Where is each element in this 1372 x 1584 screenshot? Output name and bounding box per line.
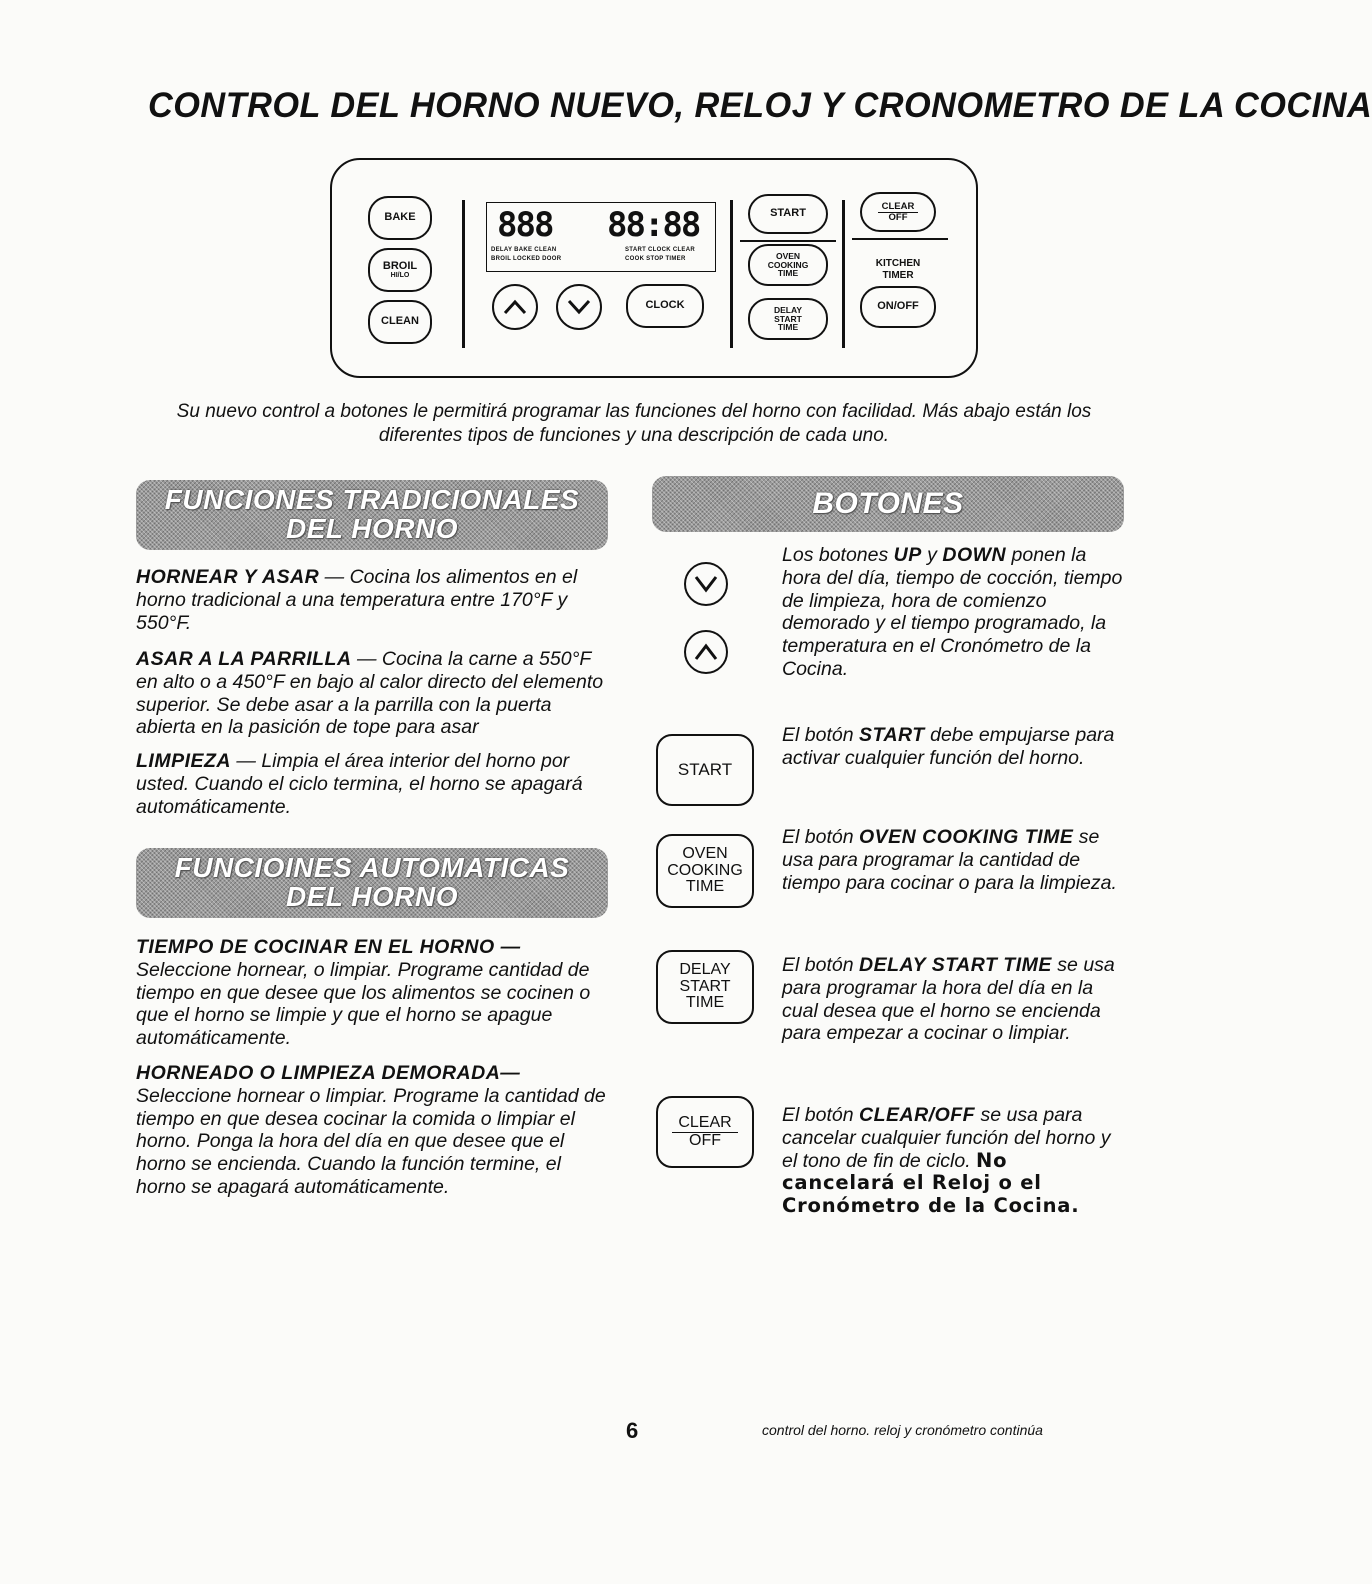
time-label: TIME: [777, 322, 799, 333]
lcd-label: DELAY BAKE CLEAN: [491, 247, 557, 253]
clock-button[interactable]: [626, 284, 704, 328]
banner-traditional-functions: [136, 480, 608, 550]
off-label: OFF: [888, 211, 908, 223]
hornear-heading: HORNEAR Y ASAR: [136, 566, 320, 588]
start-button[interactable]: [748, 194, 828, 234]
oven-cooking-time-icon: [656, 834, 754, 908]
lcd-label: BROIL LOCKED DOOR: [491, 256, 562, 262]
intro-text: Su nuevo control a botones le permitirá programar las funciones del horno con facilidad. Más abajo están los diferentes tipos de funciones y una descripción de cada uno.: [176, 401, 1092, 446]
start-label: START: [770, 207, 806, 220]
banner-line: DEL HORNO: [285, 881, 458, 912]
broil-label: BROIL: [382, 259, 418, 272]
chevron-down-icon: [566, 298, 592, 316]
oven-text: se usa para programar la cantidad de tiempo para cocinar o para la limpieza.: [782, 826, 1117, 894]
clear-off-button[interactable]: [860, 192, 936, 232]
delay-icon-label: DELAY: [679, 960, 731, 978]
cooking-label: COOKING: [767, 259, 809, 270]
lcd-time: 88:88: [607, 205, 700, 245]
tiempo-heading: TIEMPO DE COCINAR EN EL HORNO —: [136, 936, 521, 958]
tiempo-paragraph: [136, 936, 608, 1050]
cooking-icon-label: COOKING: [667, 861, 743, 879]
limpieza-paragraph: [136, 750, 608, 818]
clean-button[interactable]: [368, 300, 432, 344]
oven-label: OVEN: [775, 250, 801, 261]
clear-warning: No cancelará el Reloj o el Cronómetro de la Cocina.: [782, 1148, 1080, 1218]
up-button[interactable]: [492, 284, 538, 330]
delay-keyword: DELAY START TIME: [858, 954, 1052, 976]
banner-line: DEL HORNO: [286, 513, 458, 544]
footer-note: control del horno. reloj y cronómetro continúa: [762, 1422, 1043, 1438]
limpieza-text: — Limpia el área interior del horno por usted. Cuando el ciclo termina, el horno se apagará automáticamente.: [136, 750, 583, 818]
start-keyword: START: [858, 724, 925, 746]
page-number: 6: [626, 1418, 639, 1443]
lcd-temperature: 888: [497, 205, 553, 245]
delay-paragraph: [782, 954, 1126, 1045]
clear-off-icon: [656, 1096, 754, 1168]
demorada-paragraph: [136, 1062, 608, 1199]
broil-button[interactable]: [368, 248, 432, 292]
banner-botones: [652, 476, 1124, 532]
delay-start-time-icon: [656, 950, 754, 1024]
delay-text: se usa para programar la hora del día en la cual desea que el horno se encienda para empezar a cocinar o limpiar.: [782, 954, 1115, 1045]
oven-cooking-time-button[interactable]: [748, 244, 828, 286]
hornear-text: — Cocina los alimentos en el horno tradicional a una temperatura entre 170°F y 550°F.: [136, 566, 578, 634]
banner-line: FUNCIOINES AUTOMATICAS: [174, 852, 570, 884]
start-paragraph: [782, 724, 1126, 770]
clean-label: CLEAN: [381, 315, 419, 328]
down-keyword: DOWN: [942, 544, 1007, 566]
hornear-paragraph: [136, 566, 608, 634]
timer-label: TIMER: [882, 269, 914, 281]
kitchen-label: KITCHEN: [875, 258, 921, 269]
lcd-display: [486, 202, 716, 272]
up-keyword: UP: [893, 544, 922, 566]
clear-keyword: CLEAR/OFF: [858, 1104, 976, 1126]
kitchen-timer-label: [860, 258, 936, 281]
oven-paragraph: [782, 826, 1126, 894]
start-icon-label: START: [679, 977, 731, 995]
asar-heading: ASAR A LA PARRILLA: [136, 648, 352, 670]
banner-line: FUNCIONES TRADICIONALES: [164, 484, 580, 516]
updown-text: y: [921, 544, 943, 566]
page-title: CONTROL DEL HORNO NUEVO, RELOJ Y CRONOMETRO DE LA COCINA: [148, 86, 1372, 125]
panel-divider: [462, 200, 465, 348]
oven-keyword: OVEN COOKING TIME: [858, 826, 1074, 848]
panel-divider: [740, 240, 836, 242]
chevron-up-icon: [502, 298, 528, 316]
broil-sub-label: HI/LO: [390, 272, 410, 280]
updown-paragraph: [782, 544, 1126, 681]
start-icon-label: START: [677, 760, 733, 780]
panel-divider: [730, 200, 733, 348]
start-text: El botón: [782, 724, 859, 746]
oven-text: El botón: [782, 826, 859, 848]
on-off-label: ON/OFF: [877, 300, 919, 313]
tiempo-text: Seleccione hornear, o limpiar. Programe cantidad de tiempo en que desee que los alimentos se cocinen o que el horno se limpie y que el horno se apague automáticamente.: [136, 958, 591, 1050]
lcd-label: COOK STOP TIMER: [625, 256, 686, 262]
bake-button[interactable]: [368, 196, 432, 240]
delay-start-time-button[interactable]: [748, 298, 828, 340]
time-icon-label: TIME: [685, 878, 725, 896]
time-label: TIME: [777, 268, 799, 279]
asar-text: — Cocina la carne a 550°F en alto o a 450°F en bajo al calor directo del elemento superior. Se debe asar a la parrilla con la puerta abierta en la pasición de tope para asar: [136, 648, 604, 739]
clear-label: CLEAR: [878, 202, 919, 213]
off-icon-label: OFF: [689, 1131, 721, 1149]
clear-paragraph: [782, 1104, 1126, 1218]
start-button-icon: [656, 734, 754, 806]
chevron-up-icon: [693, 642, 719, 662]
start-text: debe empujarse para activar cualquier función del horno.: [782, 724, 1115, 769]
asar-paragraph: [136, 648, 608, 739]
clear-icon-label: CLEAR: [672, 1115, 737, 1133]
chevron-down-icon: [693, 574, 719, 594]
oven-icon-label: OVEN: [682, 844, 728, 862]
banner-automatic-functions: [136, 848, 608, 918]
clear-text: El botón: [782, 1104, 859, 1126]
panel-divider: [842, 200, 845, 348]
up-arrow-icon-button: [684, 630, 728, 674]
delay-text: El botón: [782, 954, 859, 976]
demorada-heading: HORNEADO O LIMPIEZA DEMORADA—: [136, 1062, 521, 1084]
panel-divider: [852, 238, 948, 240]
timer-on-off-button[interactable]: [860, 286, 936, 328]
updown-text: ponen la hora del día, tiempo de cocción, tiempo de limpieza, hora de comienzo demorado y el tiempo programado, la temperatura en el Cronómetro de la Cocina.: [782, 544, 1123, 681]
delay-label: DELAY: [773, 304, 803, 315]
clear-text: se usa para cancelar cualquier función del horno y el tono de fin de ciclo.: [782, 1104, 1111, 1172]
clock-label: CLOCK: [645, 299, 685, 312]
start-label: START: [774, 313, 802, 324]
limpieza-heading: LIMPIEZA: [136, 750, 231, 772]
control-panel: [330, 158, 978, 378]
bake-label: BAKE: [384, 211, 416, 224]
down-button[interactable]: [556, 284, 602, 330]
down-arrow-icon-button: [684, 562, 728, 606]
time-icon-label: TIME: [685, 994, 725, 1012]
banner-line: BOTONES: [812, 486, 964, 520]
updown-text: Los botones: [782, 544, 894, 566]
demorada-text: Seleccione hornear o limpiar. Programe la cantidad de tiempo en que desea cocinar la comida o limpiar el horno. Ponga la hora del día en que desee que el horno se encienda. Cuando la función termine, el horno se apagará automáticamente.: [136, 1084, 606, 1199]
lcd-label: START CLOCK CLEAR: [625, 247, 695, 253]
